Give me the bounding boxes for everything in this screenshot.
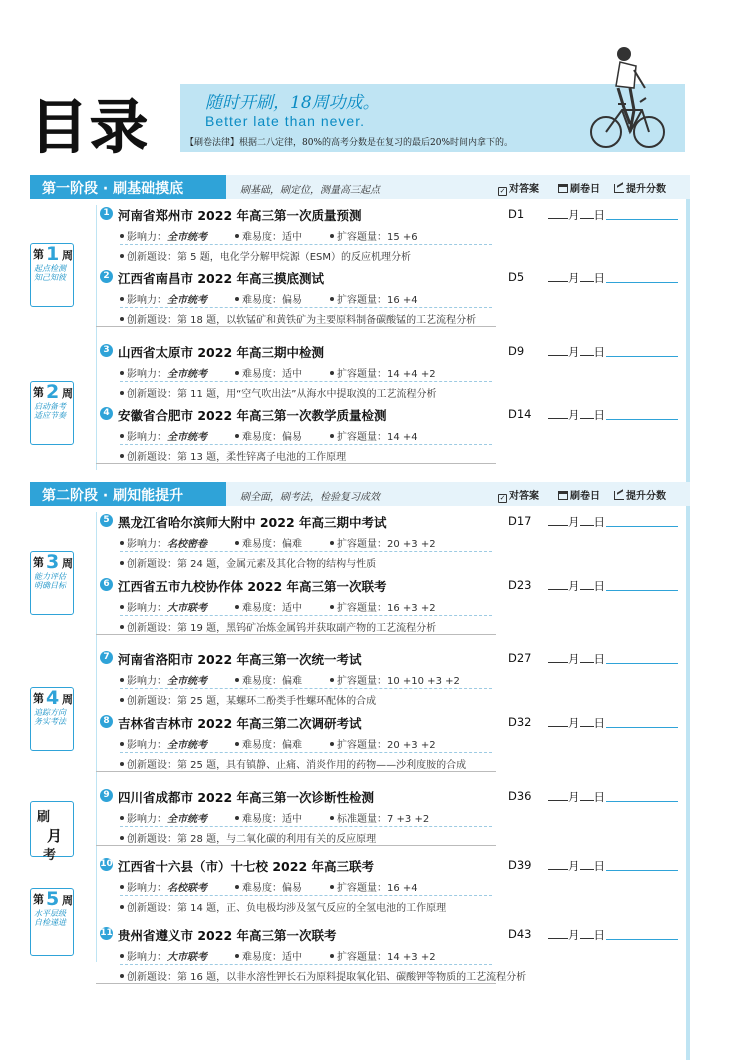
group-divider	[96, 771, 496, 772]
influence-value: 全市统考	[167, 369, 207, 380]
quantity-value: 7 +3 +2	[387, 814, 430, 825]
exam-number-badge: 9	[100, 789, 113, 802]
week-note: 能力评估明确目标	[34, 572, 66, 590]
week-number: 2	[46, 381, 60, 403]
influence-value: 大市联考	[167, 603, 207, 614]
group-divider	[96, 983, 496, 984]
page-code: D27	[508, 651, 532, 665]
influence-value: 名校密卷	[167, 539, 207, 550]
divider	[120, 688, 492, 689]
score-blank[interactable]	[606, 801, 678, 802]
difficulty-value: 偏易	[282, 432, 302, 443]
week-note: 水平层级自检递进	[34, 909, 66, 927]
section-line	[96, 512, 97, 962]
exam-innovation: 创新题设：第 5 题，电化学分解甲烷源（ESM）的反应机理分析	[120, 248, 411, 263]
week-number: 3	[46, 551, 60, 573]
score-blank[interactable]	[606, 419, 678, 420]
divider	[120, 964, 492, 965]
exam-meta: 影响力：全市统考 难易度：偏易 扩容题量：14 +4	[120, 428, 418, 443]
exam-number-badge: 8	[100, 715, 113, 728]
exam-title[interactable]: 黑龙江省哈尔滨师大附中 2022 年高三期中考试	[118, 515, 387, 530]
date-blank[interactable]: 月 日	[548, 858, 605, 874]
influence-value: 名校联考	[167, 883, 207, 894]
exam-meta: 影响力：大市联考 难易度：适中 扩容题量：16 +3 +2	[120, 599, 436, 614]
group-divider	[96, 326, 496, 327]
difficulty-value: 适中	[282, 814, 302, 825]
exam-meta: 影响力：全市统考 难易度：适中 标准题量：7 +3 +2	[120, 810, 429, 825]
column-score-header: 提升分数	[614, 180, 666, 195]
exam-title[interactable]: 吉林省吉林市 2022 年高三第二次调研考试	[118, 716, 362, 731]
week-number: 4	[46, 687, 60, 709]
exam-innovation: 创新题设：第 25 题，具有镇静、止痛、消炎作用的药物——沙利度胺的合成	[120, 756, 466, 771]
exam-number-badge: 2	[100, 270, 113, 283]
calendar-icon	[558, 184, 568, 193]
week-box: 第 4 周 追踪方向务实考法	[30, 687, 74, 751]
score-blank[interactable]	[606, 663, 678, 664]
divider	[120, 826, 492, 827]
exam-meta: 影响力：名校联考 难易度：偏易 扩容题量：16 +4	[120, 879, 418, 894]
difficulty-value: 适中	[282, 369, 302, 380]
exam-innovation: 创新题设：第 13 题，柔性锌离子电池的工作原理	[120, 448, 346, 463]
date-blank[interactable]: 月 日	[548, 927, 605, 943]
quantity-value: 14 +4 +2	[387, 369, 436, 380]
page-code: D39	[508, 858, 532, 872]
week-note: 起点检测知己知彼	[34, 264, 66, 282]
exam-title[interactable]: 四川省成都市 2022 年高三第一次诊断性检测	[118, 790, 374, 805]
group-divider	[96, 634, 496, 635]
column-date-header: 刷卷日	[558, 180, 600, 195]
divider	[120, 307, 492, 308]
page-code: D43	[508, 927, 532, 941]
exam-meta: 影响力：全市统考 难易度：偏难 扩容题量：20 +3 +2	[120, 736, 436, 751]
difficulty-value: 偏难	[282, 539, 302, 550]
score-blank[interactable]	[606, 870, 678, 871]
exam-innovation: 创新题设：第 18 题，以软锰矿和黄铁矿为主要原料制备碳酸锰的工艺流程分析	[120, 311, 476, 326]
divider	[120, 895, 492, 896]
section-line	[96, 205, 97, 470]
page-code: D32	[508, 715, 532, 729]
column-score-header: 提升分数	[614, 487, 666, 502]
exam-meta: 影响力：名校密卷 难易度：偏难 扩容题量：20 +3 +2	[120, 535, 436, 550]
exam-title[interactable]: 贵州省遵义市 2022 年高三第一次联考	[118, 928, 337, 943]
influence-value: 全市统考	[167, 232, 207, 243]
score-blank[interactable]	[606, 219, 678, 220]
group-divider	[96, 845, 496, 846]
week-box: 第 2 周 启动备考适应节奏	[30, 381, 74, 445]
divider	[120, 444, 492, 445]
date-blank[interactable]: 月 日	[548, 344, 605, 360]
exam-innovation: 创新题设：第 19 题，黑钨矿冶炼金属钨并获取副产物的工艺流程分析	[120, 619, 436, 634]
check-icon: ✓	[499, 494, 506, 502]
exam-number-badge: 6	[100, 578, 113, 591]
quantity-value: 14 +3 +2	[387, 952, 436, 963]
page-code: D36	[508, 789, 532, 803]
quantity-value: 20 +3 +2	[387, 740, 436, 751]
cyclist-illustration	[590, 42, 665, 154]
exam-title[interactable]: 河南省郑州市 2022 年高三第一次质量预测	[118, 208, 362, 223]
week-box: 第 3 周 能力评估明确目标	[30, 551, 74, 615]
exam-number-badge: 5	[100, 514, 113, 527]
difficulty-value: 偏难	[282, 740, 302, 751]
exam-number-badge: 7	[100, 651, 113, 664]
study-tip: 【刷卷法律】根据二八定律，80%的高考分数是在复习的最后20%时间内拿下的。	[185, 138, 514, 148]
monthly-exam-box: 刷 月 考	[30, 801, 74, 857]
score-blank[interactable]	[606, 282, 678, 283]
influence-value: 全市统考	[167, 740, 207, 751]
date-blank[interactable]: 月 日	[548, 789, 605, 805]
week-note: 启动备考适应节奏	[34, 402, 66, 420]
difficulty-value: 偏易	[282, 295, 302, 306]
quantity-value: 16 +4	[387, 883, 418, 894]
exam-innovation: 创新题设：第 16 题，以非水溶性钾长石为原料提取氧化铝、碳酸钾等物质的工艺流程分析	[120, 968, 526, 983]
exam-number-badge: 4	[100, 407, 113, 420]
influence-value: 全市统考	[167, 676, 207, 687]
difficulty-value: 适中	[282, 232, 302, 243]
week-number: 1	[46, 243, 60, 265]
chart-icon	[614, 491, 624, 500]
exam-number-badge: 1	[100, 207, 113, 220]
column-date-header: 刷卷日	[558, 487, 600, 502]
column-check-header: ✓ 对答案	[499, 184, 539, 195]
stage-subtitle: 刷基础，刷定位，测量高三起点	[240, 185, 380, 196]
score-blank[interactable]	[606, 526, 678, 527]
date-blank[interactable]: 月 日	[548, 578, 605, 594]
date-blank[interactable]: 月 日	[548, 514, 605, 530]
week-number: 5	[46, 888, 60, 910]
divider	[120, 381, 492, 382]
group-divider	[96, 463, 496, 464]
date-blank[interactable]: 月 日	[548, 651, 605, 667]
influence-value: 大市联考	[167, 952, 207, 963]
week-box: 第 5 周 水平层级自检递进	[30, 888, 74, 956]
date-blank[interactable]: 月 日	[548, 270, 605, 286]
stage-title: 第二阶段 · 刷知能提升	[30, 482, 226, 506]
stage-subtitle: 刷全面，刷考法，检验复习成效	[240, 492, 380, 503]
divider	[120, 615, 492, 616]
difficulty-value: 偏易	[282, 883, 302, 894]
page-code: D17	[508, 514, 532, 528]
slogan: 随时开刷，18周功成。	[205, 93, 380, 113]
exam-title[interactable]: 山西省太原市 2022 年高三期中检测	[118, 345, 324, 360]
quantity-value: 14 +4	[387, 432, 418, 443]
exam-innovation: 创新题设：第 14 题，正、负电极均涉及氢气反应的全氢电池的工作原理	[120, 899, 446, 914]
exam-innovation: 创新题设：第 25 题，某螺环二酚类手性螺环配体的合成	[120, 692, 376, 707]
column-check-header: ✓ 对答案	[499, 491, 539, 502]
page-code: D9	[508, 344, 525, 358]
influence-value: 全市统考	[167, 432, 207, 443]
exam-number-badge: 11	[100, 928, 113, 938]
exam-innovation: 创新题设：第 24 题，金属元素及其化合物的结构与性质	[120, 555, 376, 570]
page-edge-strip	[686, 180, 690, 1060]
page-code: D14	[508, 407, 532, 421]
quantity-value: 15 +6	[387, 232, 418, 243]
exam-meta: 影响力：大市联考 难易度：适中 扩容题量：14 +3 +2	[120, 948, 436, 963]
quantity-value: 16 +4	[387, 295, 418, 306]
page-code: D1	[508, 207, 525, 221]
page-code: D23	[508, 578, 532, 592]
difficulty-value: 适中	[282, 603, 302, 614]
quantity-value: 20 +3 +2	[387, 539, 436, 550]
score-blank[interactable]	[606, 727, 678, 728]
exam-title[interactable]: 安徽省合肥市 2022 年高三第一次教学质量检测	[118, 408, 387, 423]
check-icon: ✓	[499, 187, 506, 195]
exam-title[interactable]: 江西省十六县（市）十七校 2022 年高三联考	[118, 859, 374, 874]
exam-meta: 影响力：全市统考 难易度：适中 扩容题量：15 +6	[120, 228, 418, 243]
difficulty-value: 偏难	[282, 676, 302, 687]
week-note: 追踪方向务实考法	[34, 708, 66, 726]
calendar-icon	[558, 491, 568, 500]
divider	[120, 244, 492, 245]
score-blank[interactable]	[606, 590, 678, 591]
exam-meta: 影响力：全市统考 难易度：偏易 扩容题量：16 +4	[120, 291, 418, 306]
exam-title[interactable]: 河南省洛阳市 2022 年高三第一次统一考试	[118, 652, 362, 667]
exam-title[interactable]: 江西省五市九校协作体 2022 年高三第一次联考	[118, 579, 387, 594]
influence-value: 全市统考	[167, 814, 207, 825]
divider	[120, 551, 492, 552]
difficulty-value: 适中	[282, 952, 302, 963]
page-title: 目录	[30, 93, 151, 161]
exam-innovation: 创新题设：第 11 题，用“空气吹出法”从海水中提取溴的工艺流程分析	[120, 385, 436, 400]
influence-value: 全市统考	[167, 295, 207, 306]
chart-icon	[614, 184, 624, 193]
page-code: D5	[508, 270, 525, 284]
exam-meta: 影响力：全市统考 难易度：适中 扩容题量：14 +4 +2	[120, 365, 436, 380]
exam-title[interactable]: 江西省南昌市 2022 年高三摸底测试	[118, 271, 324, 286]
quantity-value: 10 +10 +3 +2	[387, 676, 460, 687]
stage-title: 第一阶段 · 刷基础摸底	[30, 175, 226, 199]
week-box: 第 1 周 起点检测知己知彼	[30, 243, 74, 307]
date-blank[interactable]: 月 日	[548, 407, 605, 423]
score-blank[interactable]	[606, 939, 678, 940]
divider	[120, 752, 492, 753]
exam-innovation: 创新题设：第 28 题，与二氧化碳的利用有关的反应原理	[120, 830, 376, 845]
exam-meta: 影响力：全市统考 难易度：偏难 扩容题量：10 +10 +3 +2	[120, 672, 460, 687]
quantity-value: 16 +3 +2	[387, 603, 436, 614]
date-blank[interactable]: 月 日	[548, 715, 605, 731]
slogan-english: Better late than never.	[205, 113, 365, 129]
score-blank[interactable]	[606, 356, 678, 357]
exam-number-badge: 10	[100, 859, 113, 869]
date-blank[interactable]: 月 日	[548, 207, 605, 223]
exam-number-badge: 3	[100, 344, 113, 357]
